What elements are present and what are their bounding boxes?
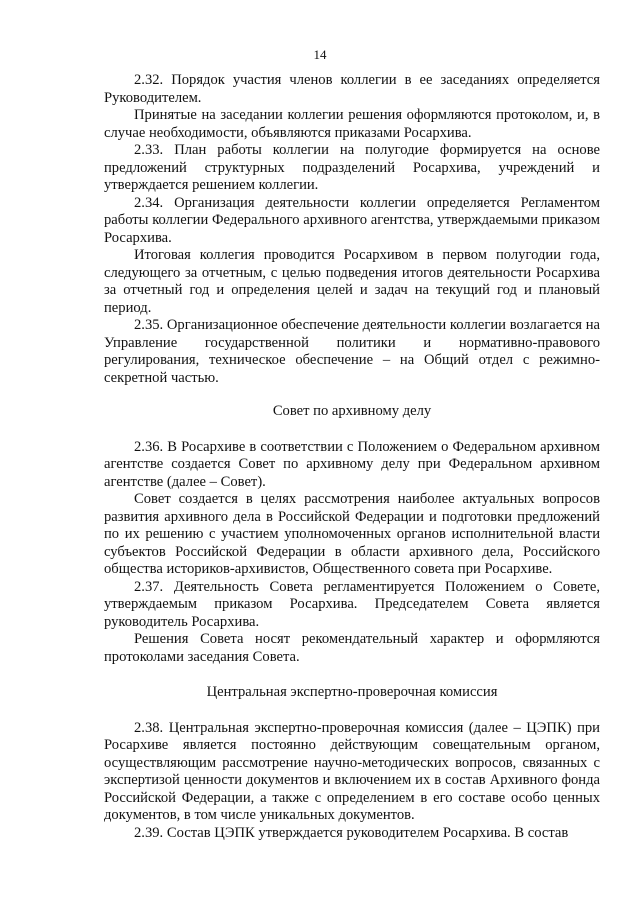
paragraph-decisions: Принятые на заседании коллегии решения оформляются протоколом, и, в случае необходимости, объявляются приказами Росархива. [104, 107, 600, 141]
paragraph-2-32: 2.32. Порядок участия членов коллегии в ее заседаниях определяется Руководителем. [104, 72, 600, 106]
paragraph-council-purpose: Совет создается в целях рассмотрения наиболее актуальных вопросов развития архивного дела в Российской Федерации и подготовки предложений по их решению с участием уполномоченных органов исполнительной власти субъектов Российской Федерации в области архивного дела, Российского общества историков-архивистов, Общественного совета при Росархиве. [104, 491, 600, 577]
paragraph-2-34: 2.34. Организация деятельности коллегии определяется Регламентом работы коллегии Федерального архивного агентства, утверждаемыми приказом Росархива. [104, 194, 600, 246]
paragraph-2-36: 2.36. В Росархиве в соответствии с Положением о Федеральном архивном агентстве создается Совет по архивному делу при Федеральном архивном агентстве (далее – Совет). [104, 438, 600, 490]
document-body [104, 72, 600, 842]
paragraph-2-37: 2.37. Деятельность Совета регламентируется Положением о Совете, утверждаемым приказом Росархива. Председателем Совета является руководитель Росархива. [104, 578, 600, 630]
paragraph-2-33: 2.33. План работы коллегии на полугодие формируется на основе предложений структурных подразделений Росархива, учреждений и утверждается решением коллегии. [104, 142, 600, 193]
paragraph-2-39: 2.39. Состав ЦЭПК утверждается руководителем Росархива. В состав [134, 824, 569, 841]
page-number: 14 [313, 47, 327, 62]
paragraph-council-decisions: Решения Совета носят рекомендательный характер и оформляются протоколами заседания Совета. [104, 631, 600, 665]
section-heading-archival-council: Совет по архивному делу [272, 403, 432, 419]
paragraph-2-35: 2.35. Организационное обеспечение деятельности коллегии возлагается на Управление государственной политики и нормативно-правового регулирования, техническое обеспечение – на Общий отдел с режимно-секретной частью. [104, 317, 600, 386]
paragraph-final-collegium: Итоговая коллегия проводится Росархивом в первом полугодии года, следующего за отчетным, с целью подведения итогов деятельности Росархива за отчетный год и определения целей и задач на текущий год и плановый период. [104, 247, 600, 316]
section-heading-expert-commission: Центральная экспертно-проверочная комиссия [206, 684, 498, 700]
paragraph-2-38: 2.38. Центральная экспертно-проверочная комиссия (далее – ЦЭПК) при Росархиве является постоянно действующим совещательным органом, осуществляющим рассмотрение научно-методических вопросов, связанных с экспертизой ценности документов и включением их в состав Архивного фонда Российской Федерации, а также с определением в его составе особо ценных документов, в том числе уникальных документов. [104, 719, 600, 823]
